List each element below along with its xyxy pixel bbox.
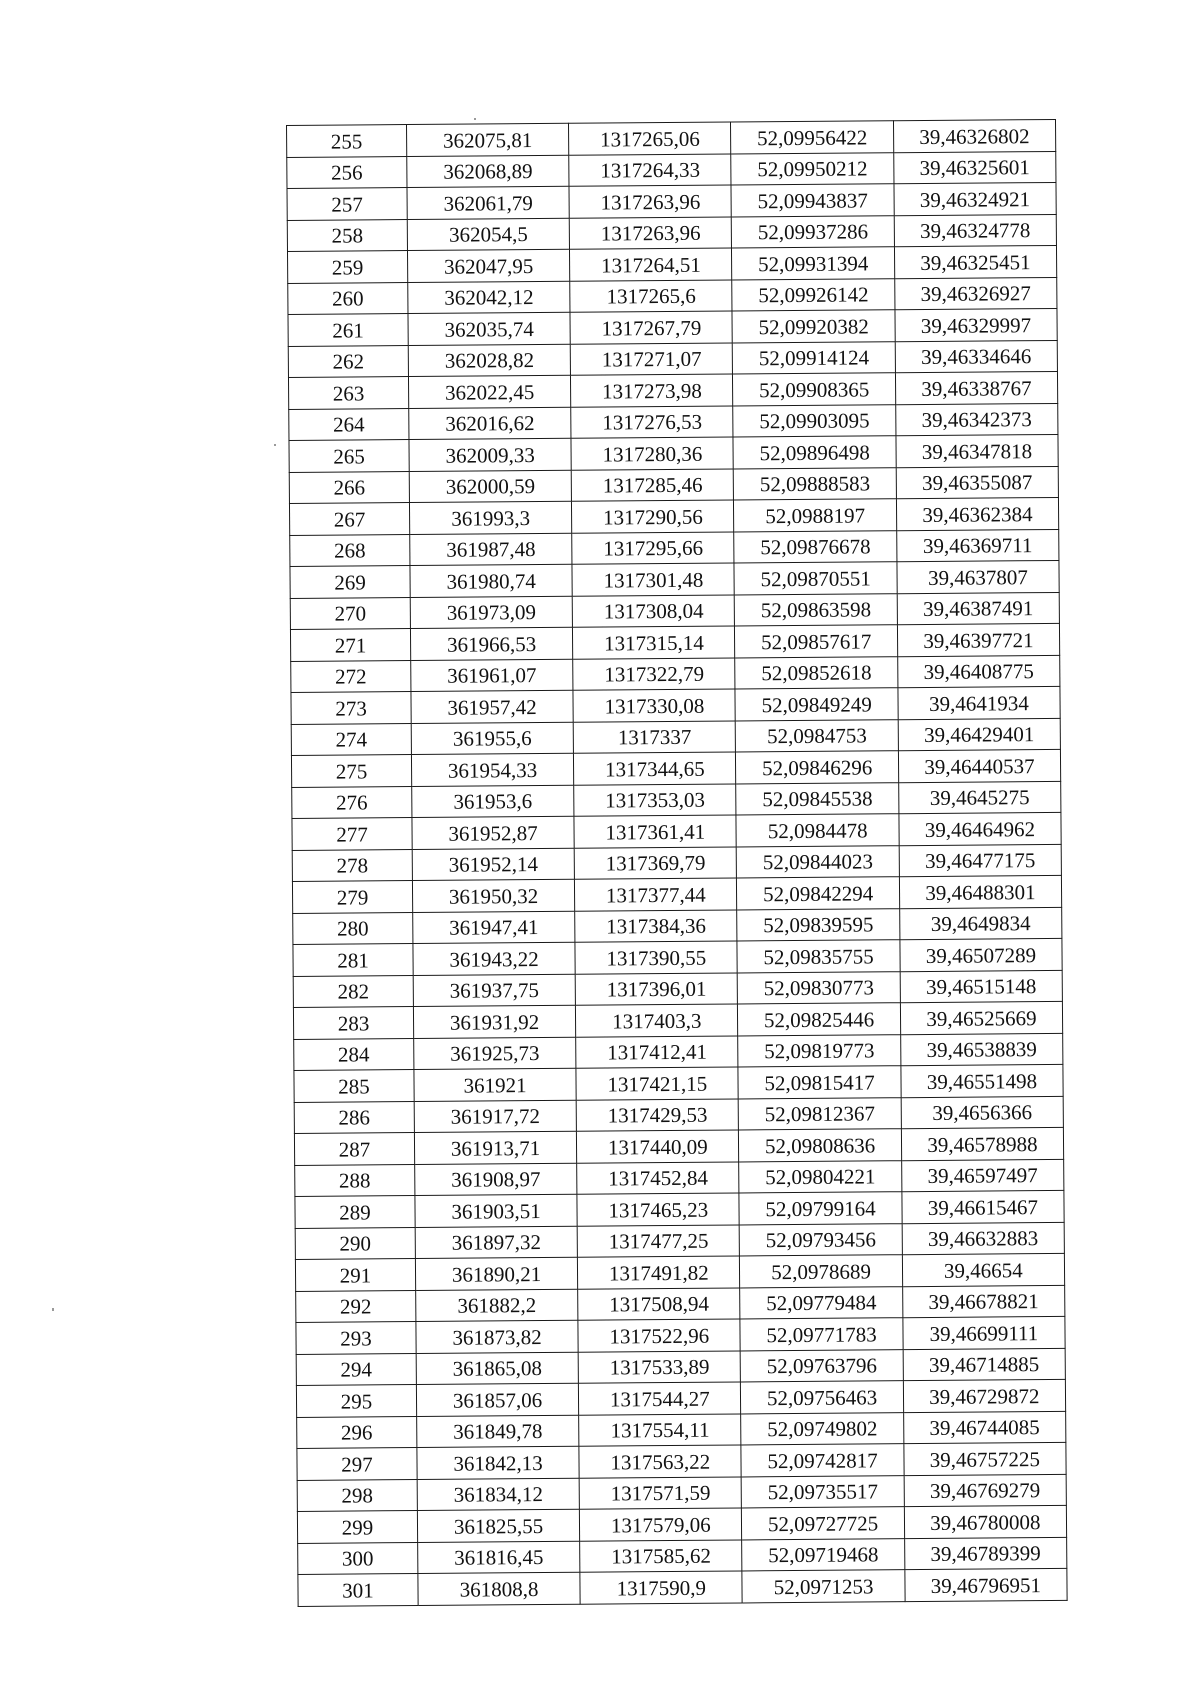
latitude-cell: 52,09844023 [737,845,900,878]
y-coordinate-cell: 1317265,06 [569,122,732,155]
longitude-cell: 39,46525669 [900,1001,1063,1034]
longitude-cell: 39,46615467 [902,1190,1065,1223]
point-number-cell: 288 [295,1164,415,1196]
latitude-cell: 52,09943837 [731,184,894,217]
table-row [293,970,1062,1008]
point-number-cell: 300 [298,1542,418,1574]
point-number-cell: 297 [297,1448,417,1480]
x-coordinate-cell: 361955,6 [411,722,574,755]
x-coordinate-cell: 361921 [414,1068,577,1101]
point-number-cell: 266 [289,471,409,503]
point-number-cell: 276 [292,786,412,818]
point-number-cell: 274 [291,723,411,755]
longitude-cell: 39,46780008 [904,1505,1067,1538]
x-coordinate-cell: 361993,3 [409,501,572,534]
longitude-cell: 39,46464962 [899,812,1062,845]
point-number-cell: 257 [287,188,407,220]
latitude-cell: 52,09742817 [741,1444,904,1477]
table-row [298,1537,1067,1575]
longitude-cell: 39,46551498 [901,1064,1064,1097]
x-coordinate-cell: 361973,09 [410,596,573,629]
y-coordinate-cell: 1317308,04 [572,594,735,627]
latitude-cell: 52,0984753 [736,719,899,752]
table-row [288,371,1057,409]
table-row [292,875,1061,913]
latitude-cell: 52,09719468 [742,1538,905,1571]
latitude-cell: 52,09835755 [737,940,900,973]
table-row [287,151,1056,189]
x-coordinate-cell: 361873,82 [416,1320,579,1353]
longitude-cell: 39,46369711 [896,529,1059,562]
longitude-cell: 39,46632883 [902,1222,1065,1255]
table-row [294,1064,1063,1102]
table-row [297,1442,1066,1480]
longitude-cell: 39,4656366 [901,1096,1064,1129]
longitude-cell: 39,46789399 [904,1537,1067,1570]
x-coordinate-cell: 361808,8 [418,1572,581,1605]
scan-speck [474,118,476,120]
y-coordinate-cell: 1317267,79 [570,311,733,344]
x-coordinate-cell: 361917,72 [414,1100,577,1133]
x-coordinate-cell: 362054,5 [407,218,570,251]
table-row [297,1505,1066,1543]
table-row [292,844,1061,882]
point-number-cell: 286 [294,1101,414,1133]
scan-speck [274,444,276,446]
y-coordinate-cell: 1317396,01 [575,972,738,1005]
y-coordinate-cell: 1317477,25 [577,1224,740,1257]
longitude-cell: 39,4645275 [898,781,1061,814]
point-number-cell: 259 [287,251,407,283]
x-coordinate-cell: 361937,75 [413,974,576,1007]
latitude-cell: 52,0988197 [734,499,897,532]
longitude-cell: 39,46362384 [896,497,1059,530]
latitude-cell: 52,09857617 [735,625,898,658]
longitude-cell: 39,46338767 [895,371,1058,404]
longitude-cell: 39,4637807 [897,560,1060,593]
point-number-cell: 264 [289,408,409,440]
point-number-cell: 255 [287,125,407,157]
latitude-cell: 52,09852618 [735,656,898,689]
table-row [293,1001,1062,1039]
latitude-cell: 52,09842294 [737,877,900,910]
y-coordinate-cell: 1317440,09 [577,1130,740,1163]
longitude-cell: 39,46477175 [899,844,1062,877]
x-coordinate-cell: 361961,07 [411,659,574,692]
y-coordinate-cell: 1317585,62 [580,1539,743,1572]
x-coordinate-cell: 361987,48 [410,533,573,566]
point-number-cell: 299 [297,1511,417,1543]
longitude-cell: 39,46326927 [894,277,1057,310]
y-coordinate-cell: 1317353,03 [574,783,737,816]
latitude-cell: 52,09756463 [741,1381,904,1414]
longitude-cell: 39,4641934 [898,686,1061,719]
latitude-cell: 52,09793456 [740,1223,903,1256]
latitude-cell: 52,09779484 [740,1286,903,1319]
y-coordinate-cell: 1317429,53 [576,1098,739,1131]
x-coordinate-cell: 361825,55 [417,1509,580,1542]
point-number-cell: 265 [289,440,409,472]
table-row [296,1348,1065,1386]
x-coordinate-cell: 361980,74 [410,564,573,597]
point-number-cell: 284 [294,1038,414,1070]
y-coordinate-cell: 1317491,82 [578,1256,741,1289]
x-coordinate-cell: 361952,87 [412,816,575,849]
longitude-cell: 39,46387491 [897,592,1060,625]
latitude-cell: 52,09812367 [739,1097,902,1130]
table-row [297,1474,1066,1512]
y-coordinate-cell: 1317264,33 [569,154,732,187]
point-number-cell: 263 [288,377,408,409]
y-coordinate-cell: 1317533,89 [578,1350,741,1383]
table-row [292,812,1061,850]
point-number-cell: 289 [295,1196,415,1228]
table-row [291,655,1060,693]
y-coordinate-cell: 1317377,44 [575,878,738,911]
y-coordinate-cell: 1317337 [573,720,736,753]
longitude-cell: 39,46714885 [903,1348,1066,1381]
latitude-cell: 52,09771783 [740,1318,903,1351]
table-row [289,497,1058,535]
x-coordinate-cell: 361943,22 [413,942,576,975]
x-coordinate-cell: 362022,45 [408,375,571,408]
coordinates-table-body [287,119,1068,1605]
x-coordinate-cell: 361890,21 [415,1257,578,1290]
y-coordinate-cell: 1317273,98 [571,374,734,407]
x-coordinate-cell: 362035,74 [408,312,571,345]
longitude-cell: 39,46507289 [900,938,1063,971]
latitude-cell: 52,09896498 [733,436,896,469]
x-coordinate-cell: 361913,71 [414,1131,577,1164]
longitude-cell: 39,4649834 [899,907,1062,940]
longitude-cell: 39,46329997 [895,308,1058,341]
y-coordinate-cell: 1317465,23 [577,1193,740,1226]
y-coordinate-cell: 1317330,08 [573,689,736,722]
point-number-cell: 277 [292,818,412,850]
longitude-cell: 39,46325601 [893,151,1056,184]
latitude-cell: 52,09799164 [739,1192,902,1225]
y-coordinate-cell: 1317344,65 [574,752,737,785]
point-number-cell: 301 [298,1574,418,1606]
point-number-cell: 295 [296,1385,416,1417]
point-number-cell: 269 [290,566,410,598]
longitude-cell: 39,46654 [902,1253,1065,1286]
x-coordinate-cell: 362009,33 [409,438,572,471]
point-number-cell: 281 [293,944,413,976]
longitude-cell: 39,46699111 [903,1316,1066,1349]
latitude-cell: 52,0971253 [742,1570,905,1603]
point-number-cell: 258 [287,219,407,251]
table-row [294,1096,1063,1134]
point-number-cell: 287 [294,1133,414,1165]
latitude-cell: 52,09920382 [732,310,895,343]
longitude-cell: 39,46515148 [900,970,1063,1003]
table-row [288,308,1057,346]
table-row [298,1568,1067,1606]
y-coordinate-cell: 1317390,55 [575,941,738,974]
y-coordinate-cell: 1317579,06 [580,1508,743,1541]
table-row [290,592,1059,630]
latitude-cell: 52,09846296 [736,751,899,784]
longitude-cell: 39,46678821 [902,1285,1065,1318]
x-coordinate-cell: 361966,53 [410,627,573,660]
point-number-cell: 285 [294,1070,414,1102]
y-coordinate-cell: 1317412,41 [576,1035,739,1068]
longitude-cell: 39,46324778 [894,214,1057,247]
point-number-cell: 283 [293,1007,413,1039]
y-coordinate-cell: 1317290,56 [572,500,735,533]
point-number-cell: 290 [295,1227,415,1259]
latitude-cell: 52,0984478 [736,814,899,847]
table-row [287,182,1056,220]
longitude-cell: 39,46325451 [894,245,1057,278]
latitude-cell: 52,09839595 [737,908,900,941]
point-number-cell: 292 [296,1290,416,1322]
latitude-cell: 52,09727725 [742,1507,905,1540]
y-coordinate-cell: 1317263,96 [569,217,732,250]
table-row [290,560,1059,598]
point-number-cell: 273 [291,692,411,724]
point-number-cell: 271 [290,629,410,661]
x-coordinate-cell: 361903,51 [415,1194,578,1227]
x-coordinate-cell: 362061,79 [407,186,570,219]
y-coordinate-cell: 1317285,46 [571,468,734,501]
longitude-cell: 39,46324921 [894,182,1057,215]
y-coordinate-cell: 1317590,9 [580,1571,743,1604]
longitude-cell: 39,46397721 [897,623,1060,656]
longitude-cell: 39,46355087 [896,466,1059,499]
point-number-cell: 267 [289,503,409,535]
point-number-cell: 256 [287,156,407,188]
y-coordinate-cell: 1317544,27 [579,1382,742,1415]
x-coordinate-cell: 361842,13 [417,1446,580,1479]
y-coordinate-cell: 1317452,84 [577,1161,740,1194]
table-row [293,907,1062,945]
x-coordinate-cell: 361950,32 [412,879,575,912]
x-coordinate-cell: 362000,59 [409,470,572,503]
latitude-cell: 52,09819773 [738,1034,901,1067]
latitude-cell: 52,09926142 [732,278,895,311]
y-coordinate-cell: 1317265,6 [570,280,733,313]
latitude-cell: 52,09937286 [732,215,895,248]
point-number-cell: 280 [293,912,413,944]
point-number-cell: 282 [293,975,413,1007]
latitude-cell: 52,09830773 [738,971,901,1004]
point-number-cell: 272 [291,660,411,692]
point-number-cell: 296 [297,1416,417,1448]
y-coordinate-cell: 1317421,15 [576,1067,739,1100]
latitude-cell: 52,09763796 [741,1349,904,1382]
latitude-cell: 52,09956422 [731,121,894,154]
point-number-cell: 298 [297,1479,417,1511]
longitude-cell: 39,46440537 [898,749,1061,782]
y-coordinate-cell: 1317384,36 [575,909,738,942]
x-coordinate-cell: 362075,81 [406,123,569,156]
x-coordinate-cell: 361849,78 [417,1415,580,1448]
x-coordinate-cell: 362028,82 [408,344,571,377]
longitude-cell: 39,46729872 [903,1379,1066,1412]
point-number-cell: 293 [296,1322,416,1354]
y-coordinate-cell: 1317276,53 [571,405,734,438]
y-coordinate-cell: 1317361,41 [574,815,737,848]
table-row [289,434,1058,472]
x-coordinate-cell: 362068,89 [407,155,570,188]
latitude-cell: 52,09825446 [738,1003,901,1036]
y-coordinate-cell: 1317403,3 [576,1004,739,1037]
x-coordinate-cell: 361908,97 [415,1163,578,1196]
latitude-cell: 52,09735517 [742,1475,905,1508]
x-coordinate-cell: 361882,2 [416,1289,579,1322]
y-coordinate-cell: 1317369,79 [574,846,737,879]
point-number-cell: 268 [290,534,410,566]
point-number-cell: 275 [291,755,411,787]
point-number-cell: 270 [290,597,410,629]
y-coordinate-cell: 1317263,96 [569,185,732,218]
latitude-cell: 52,09950212 [731,152,894,185]
x-coordinate-cell: 361834,12 [417,1478,580,1511]
longitude-cell: 39,46326802 [893,119,1056,152]
y-coordinate-cell: 1317522,96 [578,1319,741,1352]
table-row [288,340,1057,378]
x-coordinate-cell: 361925,73 [414,1037,577,1070]
point-number-cell: 262 [288,345,408,377]
x-coordinate-cell: 361954,33 [411,753,574,786]
x-coordinate-cell: 361857,06 [416,1383,579,1416]
y-coordinate-cell: 1317295,66 [572,531,735,564]
point-number-cell: 261 [288,314,408,346]
longitude-cell: 39,46578988 [901,1127,1064,1160]
x-coordinate-cell: 361897,32 [415,1226,578,1259]
point-number-cell: 260 [288,282,408,314]
latitude-cell: 52,09804221 [739,1160,902,1193]
x-coordinate-cell: 362016,62 [409,407,572,440]
x-coordinate-cell: 361931,92 [413,1005,576,1038]
table-row [290,529,1059,567]
longitude-cell: 39,46769279 [904,1474,1067,1507]
point-number-cell: 294 [296,1353,416,1385]
longitude-cell: 39,46429401 [898,718,1061,751]
table-row [294,1127,1063,1165]
longitude-cell: 39,46488301 [899,875,1062,908]
x-coordinate-cell: 361947,41 [413,911,576,944]
scan-speck [52,1308,54,1311]
longitude-cell: 39,46334646 [895,340,1058,373]
longitude-cell: 39,46347818 [896,434,1059,467]
latitude-cell: 52,09931394 [732,247,895,280]
y-coordinate-cell: 1317315,14 [573,626,736,659]
y-coordinate-cell: 1317571,59 [579,1476,742,1509]
point-number-cell: 291 [295,1259,415,1291]
latitude-cell: 52,09863598 [735,593,898,626]
table-row [291,686,1060,724]
latitude-cell: 52,0978689 [740,1255,903,1288]
longitude-cell: 39,46744085 [903,1411,1066,1444]
latitude-cell: 52,09908365 [733,373,896,406]
latitude-cell: 52,09808636 [739,1129,902,1162]
y-coordinate-cell: 1317322,79 [573,657,736,690]
latitude-cell: 52,09749802 [741,1412,904,1445]
y-coordinate-cell: 1317271,07 [570,342,733,375]
x-coordinate-cell: 361865,08 [416,1352,579,1385]
longitude-cell: 39,46796951 [905,1568,1068,1601]
table-row [297,1411,1066,1449]
y-coordinate-cell: 1317264,51 [570,248,733,281]
x-coordinate-cell: 361816,45 [418,1541,581,1574]
y-coordinate-cell: 1317563,22 [579,1445,742,1478]
y-coordinate-cell: 1317301,48 [572,563,735,596]
y-coordinate-cell: 1317280,36 [571,437,734,470]
y-coordinate-cell: 1317554,11 [579,1413,742,1446]
table-row [296,1316,1065,1354]
longitude-cell: 39,46342373 [895,403,1058,436]
latitude-cell: 52,09914124 [733,341,896,374]
latitude-cell: 52,09815417 [738,1066,901,1099]
table-row [290,623,1059,661]
x-coordinate-cell: 361953,6 [412,785,575,818]
table-row [295,1190,1064,1228]
longitude-cell: 39,46538839 [900,1033,1063,1066]
table-row [289,466,1058,504]
x-coordinate-cell: 361957,42 [411,690,574,723]
latitude-cell: 52,09876678 [734,530,897,563]
longitude-cell: 39,46408775 [897,655,1060,688]
x-coordinate-cell: 362047,95 [407,249,570,282]
coordinates-table [286,119,1068,1607]
longitude-cell: 39,46757225 [904,1442,1067,1475]
latitude-cell: 52,09870551 [734,562,897,595]
y-coordinate-cell: 1317508,94 [578,1287,741,1320]
latitude-cell: 52,09903095 [733,404,896,437]
table-row [289,403,1058,441]
latitude-cell: 52,09845538 [736,782,899,815]
latitude-cell: 52,09849249 [735,688,898,721]
point-number-cell: 279 [292,881,412,913]
table-row [287,119,1056,157]
x-coordinate-cell: 361952,14 [412,848,575,881]
table-row [293,938,1062,976]
x-coordinate-cell: 362042,12 [408,281,571,314]
table-row [296,1379,1065,1417]
latitude-cell: 52,09888583 [734,467,897,500]
longitude-cell: 39,46597497 [901,1159,1064,1192]
table-row [294,1033,1063,1071]
point-number-cell: 278 [292,849,412,881]
table-row [295,1159,1064,1197]
